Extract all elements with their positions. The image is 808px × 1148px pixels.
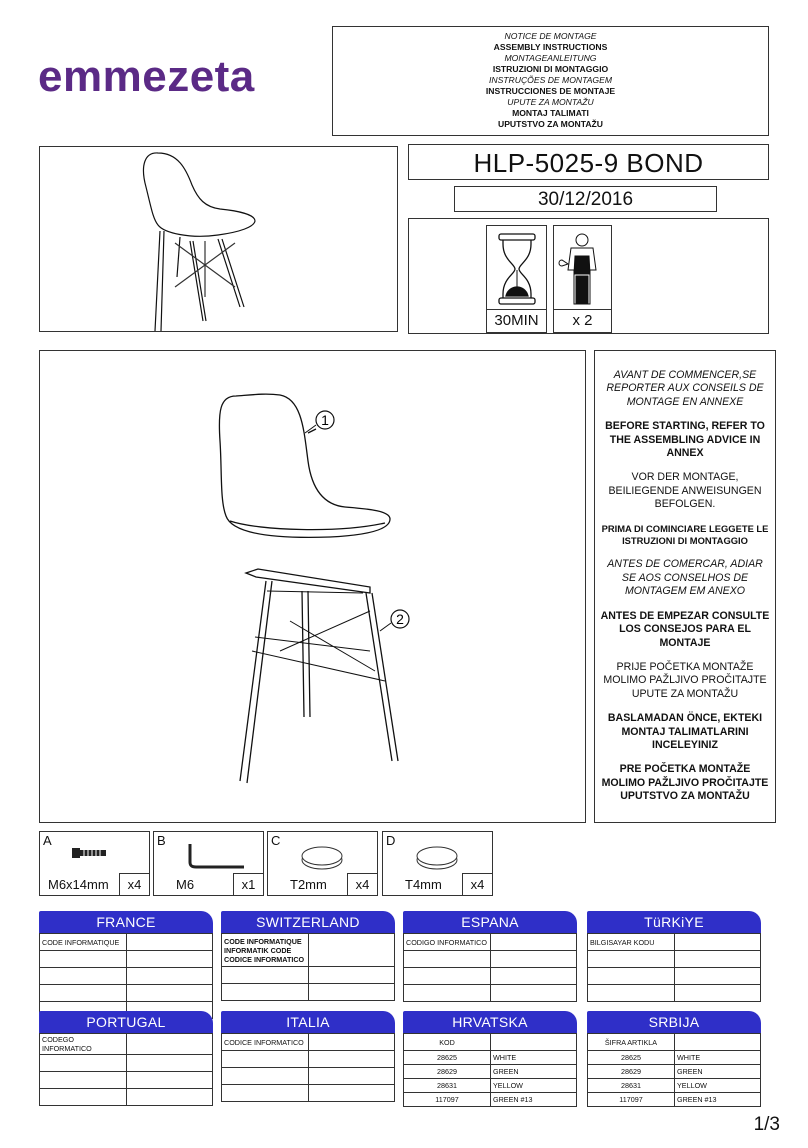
part-d bbox=[382, 831, 493, 896]
code-label: CODICE INFORMATICO bbox=[222, 1034, 309, 1051]
article-code: 28631 bbox=[588, 1079, 675, 1093]
country-table-srbija bbox=[587, 1011, 761, 1107]
persons-box bbox=[553, 225, 612, 333]
part-letter: B bbox=[157, 833, 166, 848]
part-c bbox=[267, 831, 378, 896]
chair-illustration bbox=[40, 147, 397, 331]
notice-line: ISTRUZIONI DI MONTAGGIO bbox=[492, 64, 609, 74]
part-qty: x4 bbox=[462, 873, 492, 895]
part-letter: D bbox=[386, 833, 396, 848]
article-code: 28625 bbox=[404, 1051, 491, 1065]
brand-logo: emmezeta bbox=[38, 52, 255, 101]
country-name: SWITZERLAND bbox=[256, 914, 360, 930]
persons-label: x 2 bbox=[554, 309, 611, 332]
step-2-callout bbox=[380, 610, 409, 631]
notice-line: INSTRUCCIONES DE MONTAJE bbox=[485, 86, 616, 96]
article-code: 28631 bbox=[404, 1079, 491, 1093]
instruction-paragraph: AVANT DE COMMENCER,SE REPORTER AUX CONSEILS DE MONTAGE EN ANNEXE bbox=[606, 369, 764, 408]
country-table-switzerland bbox=[221, 911, 395, 1001]
assembly-info-panel bbox=[408, 218, 769, 334]
part-name: T2mm bbox=[290, 877, 327, 892]
worker-icon bbox=[554, 226, 611, 310]
part-letter: A bbox=[43, 833, 52, 848]
code-label: ŠIFRA ARTIKLA bbox=[588, 1034, 675, 1051]
step-1-callout bbox=[305, 411, 334, 433]
country-name: TüRKiYE bbox=[644, 914, 704, 930]
product-title: HLP-5025-9 BOND bbox=[408, 144, 769, 180]
step-2-label: 2 bbox=[396, 611, 404, 627]
instructions-panel bbox=[594, 350, 776, 823]
part-a bbox=[39, 831, 150, 896]
time-label: 30MIN bbox=[487, 309, 546, 332]
instruction-paragraph: PRE POČETKA MONTAŽE MOLIMO PAŽLJIVO PROČITAJTE UPUTSTVO ZA MONTAŽU bbox=[601, 763, 769, 803]
country-name: PORTUGAL bbox=[86, 1014, 166, 1030]
country-table-italia bbox=[221, 1011, 395, 1102]
notice-line: MONTAGEANLEITUNG bbox=[504, 53, 597, 63]
article-code: 117097 bbox=[588, 1093, 675, 1107]
code-label: BILGISAYAR KODU bbox=[588, 934, 675, 951]
notice-line: UPUTSTVO ZA MONTAŽU bbox=[497, 119, 604, 129]
bolt-icon bbox=[70, 842, 110, 869]
country-table-espana bbox=[403, 911, 577, 1002]
instruction-paragraph: BEFORE STARTING, REFER TO THE ASSEMBLING ADVICE IN ANNEX bbox=[605, 420, 765, 460]
country-name: ITALIA bbox=[286, 1014, 330, 1030]
time-box bbox=[486, 225, 547, 333]
code-label: CODE INFORMATIQUE bbox=[40, 934, 127, 951]
article-code: 28629 bbox=[588, 1065, 675, 1079]
country-name: ESPANA bbox=[461, 914, 519, 930]
article-color: WHITE bbox=[675, 1051, 761, 1065]
article-color: GREEN bbox=[491, 1065, 577, 1079]
instruction-paragraph: VOR DER MONTAGE, BEILIEGENDE ANWEISUNGEN BEFOLGEN. bbox=[608, 471, 762, 511]
instruction-paragraph: BASLAMADAN ÖNCE, EKTEKI MONTAJ TALIMATLARINI INCELEYINIZ bbox=[607, 712, 763, 751]
country-table-france bbox=[39, 911, 213, 1019]
country-table-hrvatska bbox=[403, 1011, 577, 1107]
instruction-paragraph: PRIMA DI COMINCIARE LEGGETE LE ISTRUZIONI DI MONTAGGIO bbox=[601, 522, 769, 547]
hourglass-icon bbox=[487, 226, 546, 310]
code-label: CODIGO INFORMATICO bbox=[404, 934, 491, 951]
part-letter: C bbox=[271, 833, 281, 848]
part-qty: x1 bbox=[233, 873, 263, 895]
exploded-view-panel bbox=[39, 350, 586, 823]
notice-box bbox=[332, 26, 769, 136]
code-label: CODEGO INFORMATICO bbox=[40, 1034, 127, 1055]
country-table-portugal bbox=[39, 1011, 213, 1106]
part-name: M6 bbox=[176, 877, 195, 892]
notice-line: INSTRUÇÕES DE MONTAGEM bbox=[488, 75, 613, 85]
part-qty: x4 bbox=[119, 873, 149, 895]
step-1-label: 1 bbox=[321, 412, 329, 428]
document-date: 30/12/2016 bbox=[454, 186, 717, 212]
article-color: GREEN #13 bbox=[491, 1093, 577, 1107]
instruction-paragraph: PRIJE POČETKA MONTAŽE MOLIMO PAŽLJIVO PROČITAJTE UPUTE ZA MONTAŽU bbox=[603, 660, 767, 700]
notice-line: ASSEMBLY INSTRUCTIONS bbox=[493, 42, 608, 52]
article-color: YELLOW bbox=[491, 1079, 577, 1093]
allen-key-icon bbox=[184, 842, 248, 875]
exploded-drawing bbox=[40, 351, 585, 822]
notice-line: MONTAJ TALIMATI bbox=[512, 108, 589, 118]
felt-pad-icon bbox=[413, 842, 461, 877]
notice-line: UPUTE ZA MONTAŽU bbox=[507, 97, 594, 107]
part-name: M6x14mm bbox=[48, 877, 109, 892]
article-color: WHITE bbox=[491, 1051, 577, 1065]
page-number: 1/3 bbox=[753, 1114, 780, 1135]
country-name: SRBIJA bbox=[648, 1014, 700, 1030]
article-code: 117097 bbox=[404, 1093, 491, 1107]
notice-line: NOTICE DE MONTAGE bbox=[504, 31, 597, 41]
felt-pad-icon bbox=[298, 842, 346, 877]
article-code: 28625 bbox=[588, 1051, 675, 1065]
code-label: KOD bbox=[404, 1034, 491, 1051]
instruction-paragraph: ANTES DE EMPEZAR CONSULTE LOS CONSEJOS PARA EL MONTAJE bbox=[600, 609, 770, 649]
chair-overview-panel bbox=[39, 146, 398, 332]
country-name: FRANCE bbox=[96, 914, 156, 930]
article-color: YELLOW bbox=[675, 1079, 761, 1093]
instruction-paragraph: ANTES DE COMERCAR, ADIAR SE AOS CONSELHOS DE MONTAGEM EM ANEXO bbox=[607, 558, 763, 598]
country-table-türkiye bbox=[587, 911, 761, 1002]
part-qty: x4 bbox=[347, 873, 377, 895]
article-color: GREEN #13 bbox=[675, 1093, 761, 1107]
country-name: HRVATSKA bbox=[452, 1014, 528, 1030]
part-b bbox=[153, 831, 264, 896]
part-name: T4mm bbox=[405, 877, 442, 892]
article-code: 28629 bbox=[404, 1065, 491, 1079]
article-color: GREEN bbox=[675, 1065, 761, 1079]
code-label: CODE INFORMATIQUE INFORMATIK CODE CODICE INFORMATICO bbox=[222, 934, 309, 967]
